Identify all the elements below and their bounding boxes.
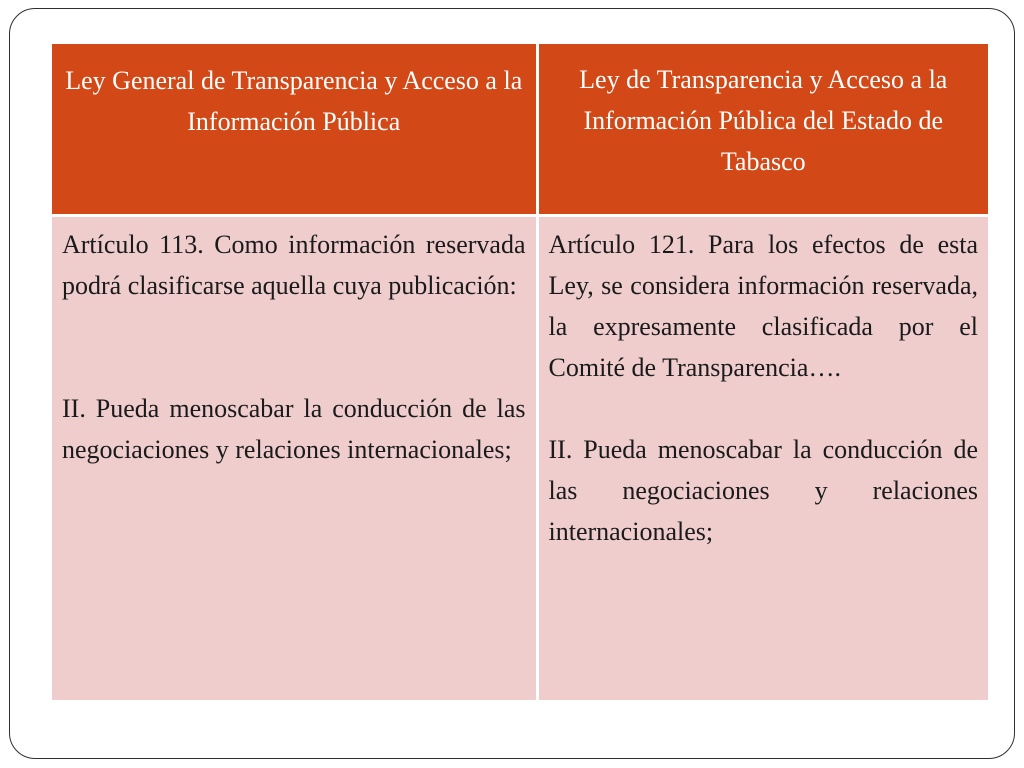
header-text-general-law: Ley General de Transparencia y Acceso a la Información Pública	[65, 65, 523, 136]
body-cell-general-law	[52, 215, 537, 700]
comparison-table	[52, 44, 988, 700]
article-113-fraction-ii: II. Pueda menoscabar la conducción de las negociaciones y relaciones internacionales;	[62, 393, 526, 464]
header-cell-tabasco-law	[537, 44, 988, 215]
body-cell-tabasco-law	[537, 215, 988, 700]
header-row	[52, 44, 988, 215]
body-row	[52, 215, 988, 700]
header-cell-general-law	[52, 44, 537, 215]
article-121-intro: Artículo 121. Para los efectos de esta Ley, se considera información reservada, la expresamente clasificada por el Comité de Transparencia….	[548, 229, 978, 382]
article-121-fraction-ii: II. Pueda menoscabar la conducción de las negociaciones y relaciones internacionales;	[548, 434, 978, 546]
header-text-tabasco-law: Ley de Transparencia y Acceso a la Información Pública del Estado de Tabasco	[579, 65, 948, 177]
article-113-intro: Artículo 113. Como información reservada podrá clasificarse aquella cuya publicación:	[62, 229, 526, 300]
